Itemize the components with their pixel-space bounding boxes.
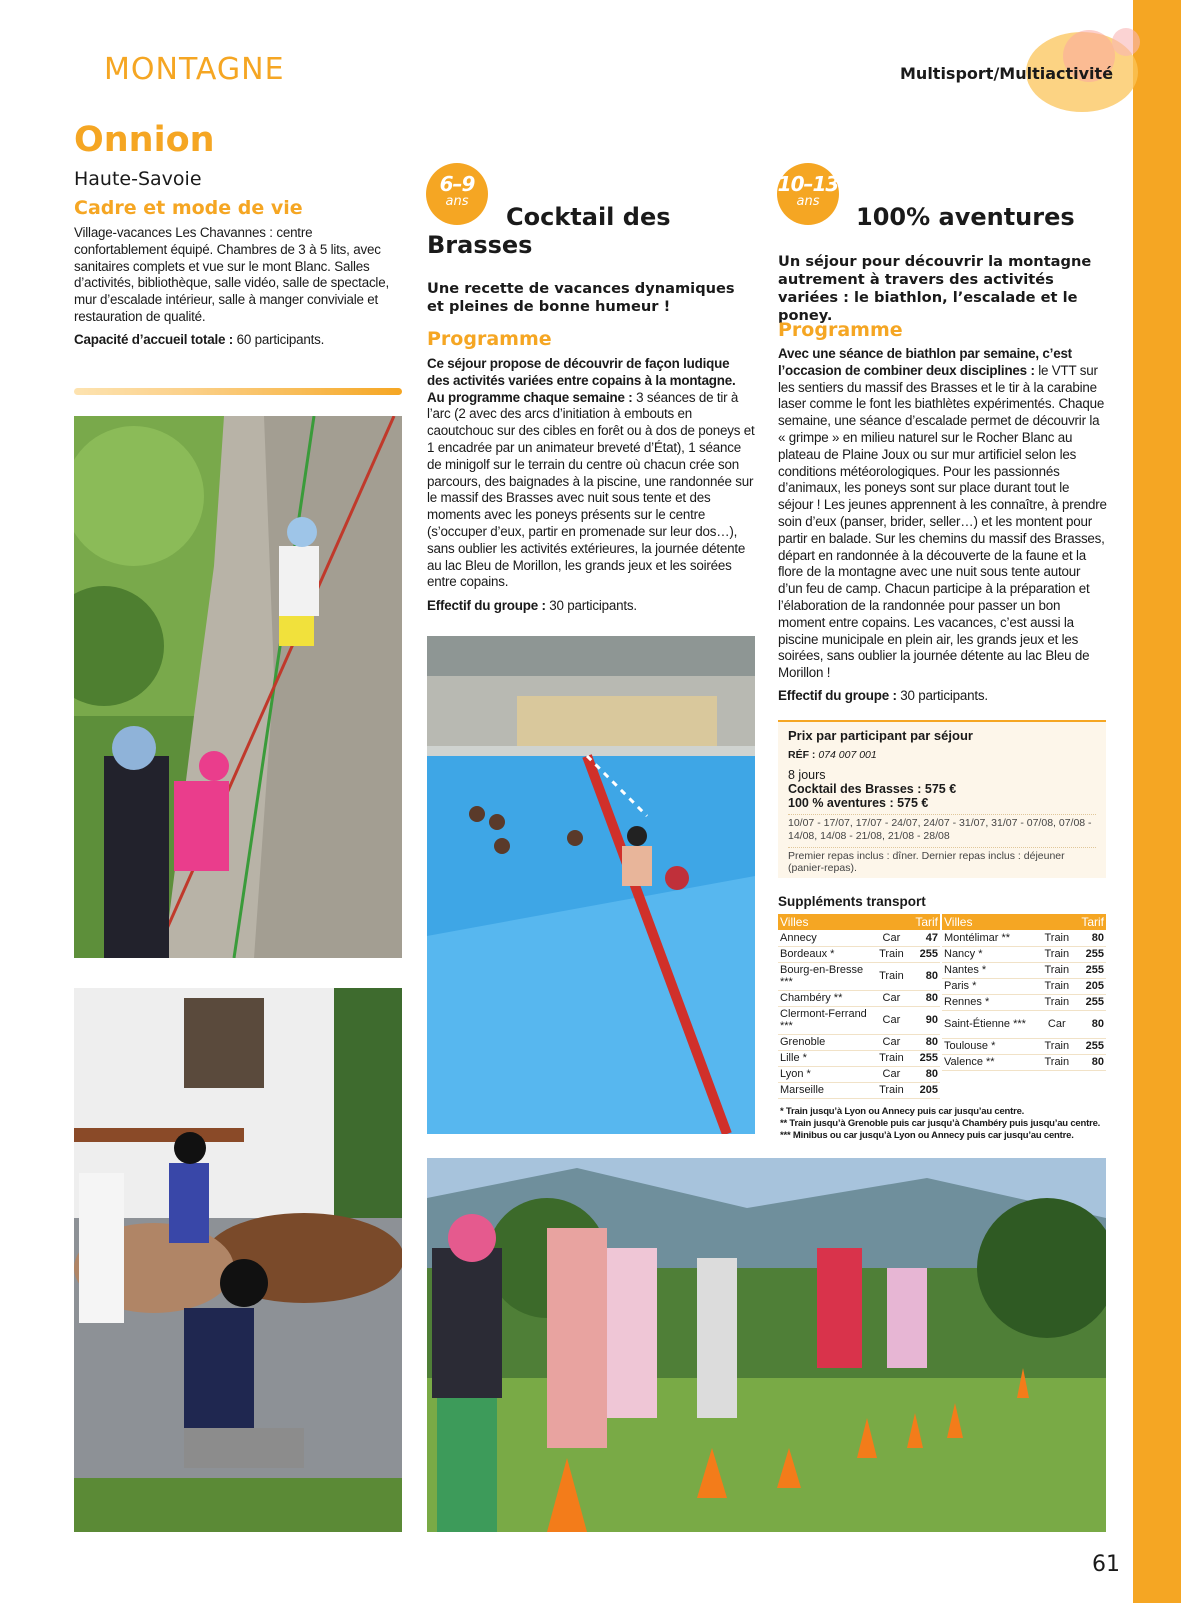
section-title: MONTAGNE (104, 52, 285, 87)
stay1-intro: Une recette de vacances dynamiques et pleines de bonne humeur ! (427, 280, 735, 315)
stay2-programme-body: le VTT sur les sentiers du massif des Brasses et le tir à la carabine laser comme le font les biathlètes expérimentés. Chaque semaine, une séance d’escalade permet de découvrir la « grimpe » en milieu naturel sur le Rocher Blanc au plateau de Plaine Joux ou sur mur artificiel selon les conditions météorologiques. Pour les passionnés d’animaux, les poneys sont sur place durant tout le séjour ! Les jeunes apprennent à les connaître, à prendre soin d’eux (panser, brider, seller…) et les montent pour partir en balade. Sur les chemins du massif des Brasses, départ en randonnée à la découverte de la faune et la flore de la montagne avec une nuit sous tente autour d’un feu de camp. Chacun participe à la préparation et l’élaboration de la randonnée pour passer un bon moment entre copains. Les vacances, c’est aussi la piscine municipale en plein air, les grands jeux et les soirées, sans oublier la journée détente au lac Bleu de Morillon ! (778, 362, 1107, 681)
cadre-text: Village-vacances Les Chavannes : centre confortablement équipé. Chambres de 3 à 5 lits, avec sanitaires complets et vue sur le mont Blanc. Salles d’activités, bibliothèque, salle vidéo, salle de spectacle, mur d’escalade intérieur, salle à manger conviviale et restauration de qualité. (74, 225, 389, 324)
city: Nancy * (942, 946, 1036, 962)
table-row (942, 1038, 1106, 1054)
price-ref-label: RÉF : (788, 749, 816, 761)
mode: Car (871, 1034, 912, 1050)
stay1-title: Cocktail des Brasses (427, 203, 671, 259)
mode: Train (1036, 978, 1077, 994)
mode: Train (1036, 994, 1077, 1010)
transport-footnotes (780, 1106, 1100, 1142)
price: 205 (912, 1082, 940, 1098)
stay2-intro: Un séjour pour découvrir la montagne autrement à travers des activités variées : le biathlon, l’escalade et le poney. (778, 253, 1092, 324)
photo-swimming-pool (427, 636, 755, 1134)
category-label: Multisport/Multiactivité (900, 64, 1114, 83)
table-row (942, 962, 1106, 978)
price: 80 (912, 1034, 940, 1050)
photo-climbing (74, 416, 402, 958)
price-title: Prix par participant par séjour (788, 728, 973, 743)
price: 80 (912, 990, 940, 1006)
mode: Train (871, 1050, 912, 1066)
stay1-programme-text (427, 356, 755, 591)
table-row (778, 1066, 940, 1082)
city: Bourg-en-Bresse *** (778, 962, 871, 990)
price: 255 (1077, 1038, 1106, 1054)
table-row (778, 990, 940, 1006)
price: 80 (1077, 930, 1106, 946)
city: Toulouse * (942, 1038, 1036, 1054)
table-header-row (942, 914, 1106, 930)
destination-name: Onnion (74, 120, 215, 160)
city: Bordeaux * (778, 946, 871, 962)
mode: Train (871, 962, 912, 990)
city: Nantes * (942, 962, 1036, 978)
stay2-title: 100% aventures (856, 203, 1075, 231)
price-dates: 10/07 - 17/07, 17/07 - 24/07, 24/07 - 31/07, 31/07 - 07/08, 07/08 - 14/08, 14/08 - 21/08, 21/08 - 28/08 (788, 814, 1096, 843)
table-row (942, 946, 1106, 962)
decorative-bubble (1112, 28, 1140, 56)
mode: Train (871, 1082, 912, 1098)
table-row (942, 978, 1106, 994)
price: 255 (912, 946, 940, 962)
column-header-city: Villes (778, 914, 912, 930)
price-reference (788, 749, 1096, 761)
destination-region: Haute-Savoie (74, 168, 202, 190)
stay2-programme-bold: Avec une séance de biathlon par semaine, c’est l’occasion de combiner deux disciplines : (778, 346, 1072, 378)
mode: Train (1036, 930, 1077, 946)
price: 90 (912, 1006, 940, 1034)
stay1-group-value: 30 participants. (545, 598, 637, 613)
side-accent-bar (1133, 0, 1181, 1603)
stay2-group (778, 688, 1108, 705)
capacity-label: Capacité d’accueil totale : (74, 332, 234, 347)
table-row (778, 930, 940, 946)
stay2-programme-heading: Programme (778, 319, 903, 341)
price: 80 (1077, 1054, 1106, 1070)
price: 255 (1077, 946, 1106, 962)
stay2-group-label: Effectif du groupe : (778, 688, 897, 703)
stay1-programme-body: 3 séances de tir à l’arc (2 avec des arcs d’initiation à embouts en caoutchouc sur des cibles en forêt ou à dos de poneys et 1 encadrée par un animateur breveté d’État), 1 séance de minigolf sur le terrain du centre où chacun crée son parcours, des baignades à la piscine, une randonnée sur le massif des Brasses avec nuit sous tente et des moments avec les poneys présents sur le centre (s’occuper d’eux, partir en promenade sur leur dos…), sans oublier les activités extérieures, la journée détente au lac Bleu de Morillon, les grands jeux et les soirées entre copains. (427, 389, 755, 590)
stay2-group-value: 30 participants. (896, 688, 988, 703)
photo-archery (427, 1158, 1106, 1532)
column-header-price: Tarif (1077, 914, 1106, 930)
column-header-city: Villes (942, 914, 1077, 930)
mode: Car (871, 1066, 912, 1082)
price-ref-value: 074 007 001 (815, 749, 877, 761)
mode: Train (1036, 962, 1077, 978)
column-divider (74, 388, 402, 395)
age-range: 6–9 (439, 172, 475, 196)
city: Chambéry ** (778, 990, 871, 1006)
photo-ponies (74, 988, 402, 1532)
stay1-group-label: Effectif du groupe : (427, 598, 546, 613)
price-duration: 8 jours (788, 768, 826, 782)
mode: Train (1036, 1038, 1077, 1054)
price: 47 (912, 930, 940, 946)
age-unit: ans (796, 194, 820, 209)
price: 255 (1077, 994, 1106, 1010)
page-number: 61 (1092, 1552, 1120, 1577)
age-unit: ans (445, 194, 469, 209)
mode: Car (871, 990, 912, 1006)
city: Paris * (942, 978, 1036, 994)
footnote: * Train jusqu’à Lyon ou Annecy puis car jusqu’au centre. (780, 1106, 1025, 1117)
mode: Car (871, 930, 912, 946)
column-header-price: Tarif (912, 914, 940, 930)
price-meals: Premier repas inclus : dîner. Dernier repas inclus : déjeuner (panier-repas). (788, 847, 1096, 874)
mode: Train (1036, 1054, 1077, 1070)
table-row (778, 1006, 940, 1034)
capacity-line (74, 332, 404, 349)
city: Lille * (778, 1050, 871, 1066)
mode: Train (1036, 946, 1077, 962)
city: Grenoble (778, 1034, 871, 1050)
footnote: ** Train jusqu’à Grenoble puis car jusqu’à Chambéry puis jusqu’au centre. (780, 1118, 1101, 1129)
table-row (942, 930, 1106, 946)
table-row (942, 1054, 1106, 1070)
city: Valence ** (942, 1054, 1036, 1070)
transport-table-left (778, 914, 940, 1099)
mode: Car (1036, 1010, 1077, 1038)
city: Rennes * (942, 994, 1036, 1010)
age-range: 10–13 (777, 172, 839, 196)
city: Lyon * (778, 1066, 871, 1082)
table-row (942, 1010, 1106, 1038)
price: 80 (1077, 1010, 1106, 1038)
city: Clermont-Ferrand *** (778, 1006, 871, 1034)
table-row (778, 946, 940, 962)
table-row (778, 962, 940, 990)
city: Marseille (778, 1082, 871, 1098)
stay2-programme-text (778, 346, 1108, 682)
price-line: Cocktail des Brasses : 575 € (788, 782, 957, 796)
age-badge-10-13 (777, 163, 839, 225)
table-row (778, 1050, 940, 1066)
table-row (778, 1082, 940, 1098)
transport-table-right (942, 914, 1106, 1071)
stay1-programme-bold: Ce séjour propose de découvrir de façon ludique des activités variées entre copains à la montagne. Au programme chaque semaine : (427, 356, 736, 405)
transport-title: Suppléments transport (778, 894, 926, 909)
stay1-group (427, 598, 757, 615)
cadre-heading: Cadre et mode de vie (74, 197, 303, 219)
table-row (778, 1034, 940, 1050)
price: 80 (912, 962, 940, 990)
price-line: 100 % aventures : 575 € (788, 796, 929, 810)
city: Saint-Étienne *** (942, 1010, 1036, 1038)
mode: Car (871, 1006, 912, 1034)
price: 80 (912, 1066, 940, 1082)
city: Annecy (778, 930, 871, 946)
footnote: *** Minibus ou car jusqu’à Lyon ou Annecy puis car jusqu’au centre. (780, 1130, 1074, 1141)
price: 205 (1077, 978, 1106, 994)
price: 255 (912, 1050, 940, 1066)
table-header-row (778, 914, 940, 930)
table-row (942, 994, 1106, 1010)
stay1-programme-heading: Programme (427, 328, 552, 350)
price: 255 (1077, 962, 1106, 978)
city: Montélimar ** (942, 930, 1036, 946)
mode: Train (871, 946, 912, 962)
price-box (778, 720, 1106, 878)
capacity-value: 60 participants. (233, 332, 325, 347)
